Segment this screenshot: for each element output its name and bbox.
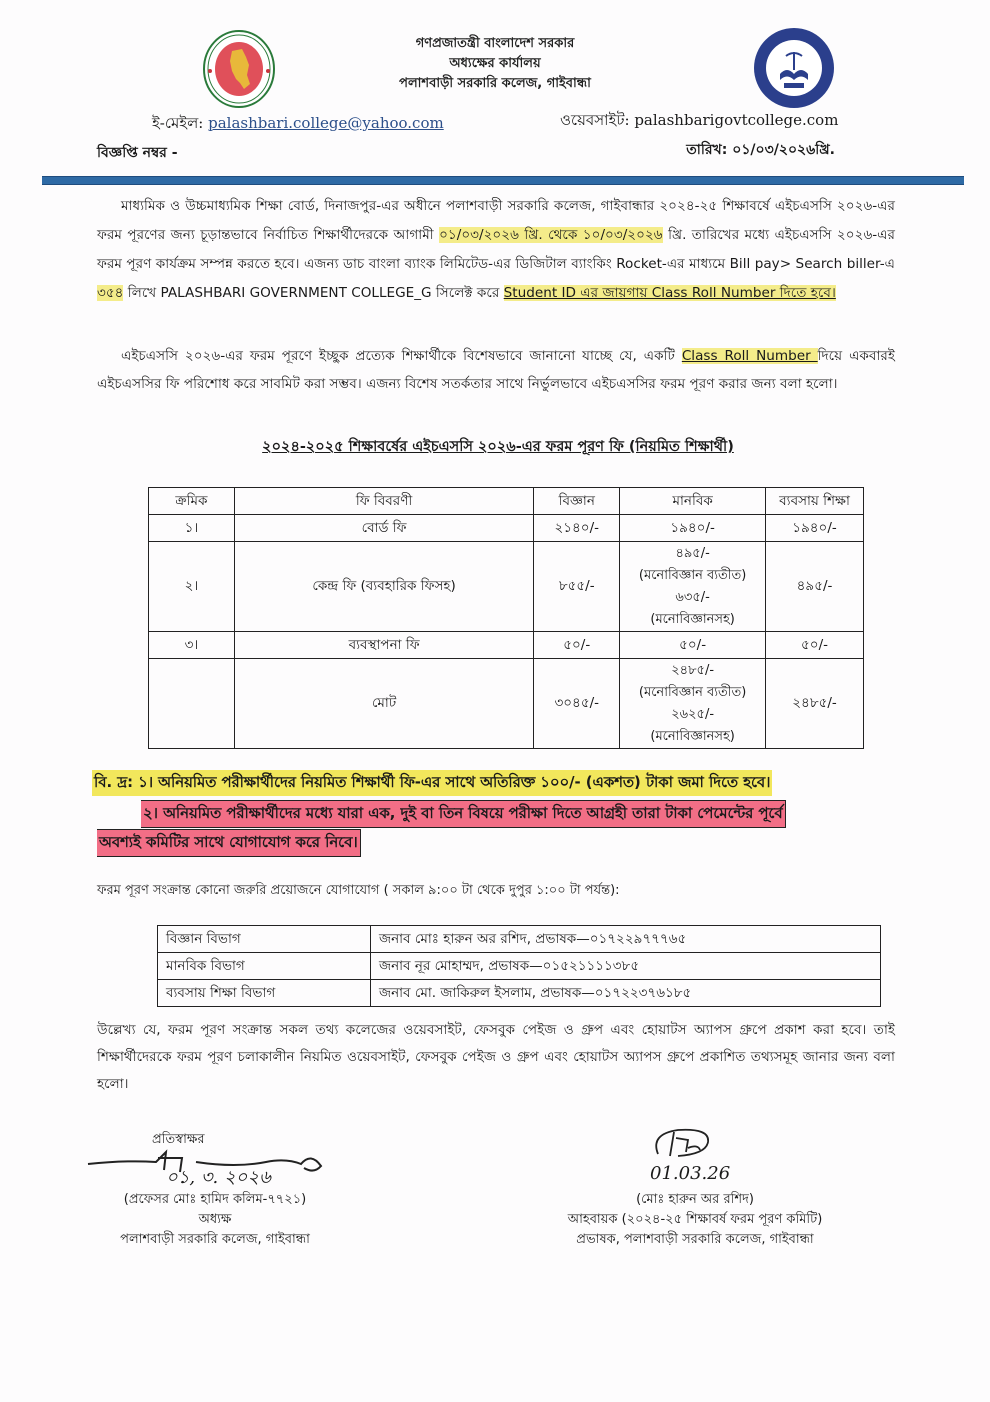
description: বোর্ড ফি [234, 515, 533, 542]
humanities-fee [620, 542, 766, 632]
humanities-total-without-psychology: ২৪৮৫/- [671, 662, 715, 678]
humanities-fee: ১৯৪০/- [620, 515, 766, 542]
college-emblem-icon [752, 26, 836, 110]
fee-table [148, 487, 864, 749]
principal-org: পলাশবাড়ী সরকারি কলেজ, গাইবান্ধা [120, 1232, 310, 1247]
science-fee: ৫০/- [534, 632, 620, 659]
humanities-note-with-psychology: (মনোবিজ্ঞানসহ) [650, 611, 735, 627]
convener-name: (মোঃ হারুন অর রশিদ) [636, 1192, 754, 1207]
table-row [149, 542, 864, 632]
fee-table-header [149, 488, 864, 515]
note-contact-committee-line2: অবশ্যই কমিটির সাথে যোগাযোগ করে নিবে। [97, 829, 361, 857]
principal-title: অধ্যক্ষ [198, 1212, 232, 1227]
contact-person: জনাব নূর মোহাম্মদ, প্রভাষক—০১৫২১১১১৩৮৫ [371, 953, 881, 980]
date-range-highlight: ০১/০৩/২০২৬ খ্রি. থেকে ১০/০৩/২০২৬ [439, 227, 663, 243]
paragraph-form-fillup-schedule [97, 192, 895, 308]
serial: ৩। [149, 632, 235, 659]
header-humanities: মানবিক [620, 488, 766, 515]
signature-block-principal [80, 1130, 350, 1250]
table-row [149, 632, 864, 659]
note-irregular-extra-fee: বি. দ্র: ১। অনিয়মিত পরীক্ষার্থীদের নিয়মিত শিক্ষার্থী ফি-এর সাথে অতিরিক্ত ১০০/- (একশত) টাকা জমা দিতে হবে। [92, 770, 772, 796]
college-line: পলাশবাড়ী সরকারি কলেজ, গাইবান্ধা [399, 76, 591, 91]
contact-person: জনাব মোঃ হারুন অর রশিদ, প্রভাষক—০১৭২২৯৭৭৭৬৫ [371, 926, 881, 953]
office-line: অধ্যক্ষের কার্যালয় [449, 56, 541, 71]
p2-text-a: এইচএসসি ২০২৬-এর ফরম পূরণে ইচ্ছুক প্রত্যেক শিক্ষার্থীকে বিশেষভাবে জানানো যাচ্ছে যে, একটি [121, 348, 682, 364]
convener-title: আহবায়ক (২০২৪-২৫ শিক্ষাবর্ষ ফরম পূরণ কমিটি) [567, 1212, 823, 1227]
closing-paragraph: উল্লেখ্য যে, ফরম পূরণ সংক্রান্ত সকল তথ্য কলেজের ওয়েবসাইট, ফেসবুক পেইজ ও গ্রুপ এবং হোয়াটস অ্যাপস গ্রুপে প্রকাশ করা হবে। তাই শিক্ষার্থীদেরকে ফরম পূরণ চলাকালীন নিয়মিত ওয়েবসাইট, ফেসবুক পেইজ ও গ্রুপ এবং হোয়াটস অ্যাপস গ্রুপে প্রকাশিত তথ্যসমূহ জানার জন্য বলা হলো। [97, 1022, 895, 1092]
description: কেন্দ্র ফি (ব্যবহারিক ফিসহ) [234, 542, 533, 632]
p1-text-b: খ্রি. তারিখের মধ্যে এইচএসসি ২০২৬-এর ফরম পূরণ কার্যক্রম সম্পন্ন করতে হবে। এজন্য ডাচ বাংলা ব্যাংক লিমিটেড-এর ডিজিটাল ব্যাংকিং Rocket-এর মাধ্যমে Bill pay> Search biller-এ [97, 227, 896, 272]
humanities-fee: ৫০/- [620, 632, 766, 659]
contact-row [158, 953, 881, 980]
convener-org: প্রভাষক, পলাশবাড়ী সরকারি কলেজ, গাইবান্ধা [576, 1232, 814, 1247]
website-url[interactable]: palashbarigovtcollege.com [634, 111, 839, 129]
notice-number: বিজ্ঞপ্তি নম্বর - [97, 145, 178, 161]
serial: ১। [149, 515, 235, 542]
note-contact-committee-line1: ২। অনিয়মিত পরীক্ষার্থীদের মধ্যে যারা এক, দুই বা তিন বিষয়ে পরীক্ষা দিতে আগ্রহী তারা টাকা পেমেন্টের পূর্বে [141, 800, 786, 828]
description: মোট [234, 659, 533, 749]
humanities-fee [620, 659, 766, 749]
fee-table-title: ২০২৪-২০২৫ শিক্ষাবর্ষের এইচএসসি ২০২৬-এর ফরম পূরণ ফি (নিয়মিত শিক্ষার্থী) [262, 439, 734, 455]
contact-row [158, 926, 881, 953]
science-fee: ২১৪০/- [534, 515, 620, 542]
serial: ২। [149, 542, 235, 632]
business-fee: ৫০/- [766, 632, 864, 659]
notice-date: তারিখ: ০১/০৩/২০২৬খ্রি. [686, 142, 835, 158]
humanities-note-with-psychology: (মনোবিজ্ঞানসহ) [650, 728, 735, 744]
principal-handwritten-date: ০১, ৩. ২০২৬ [166, 1167, 271, 1188]
science-fee: ৩০৪৫/- [534, 659, 620, 749]
humanities-note-without-psychology: (মনোবিজ্ঞান ব্যতীত) [638, 684, 747, 700]
student-id-instruction: Student ID এর জায়গায় Class Roll Number দিতে হবে। [503, 285, 836, 301]
department: বিজ্ঞান বিভাগ [158, 926, 371, 953]
letterhead-title [300, 34, 690, 94]
email-label: ই-মেইল: [152, 114, 204, 132]
p1-text-c: লিখে PALASHBARI GOVERNMENT COLLEGE_G সিলেক্ট করে [123, 285, 504, 301]
business-fee: ১৯৪০/- [766, 515, 864, 542]
header-serial: ক্রমিক [149, 488, 235, 515]
contacts-table [157, 925, 881, 1007]
email-line [152, 112, 444, 137]
serial [149, 659, 235, 749]
header-business: ব্যবসায় শিক্ষা [766, 488, 864, 515]
countersign-label: প্রতিস্বাক্ষর [152, 1132, 205, 1147]
bangladesh-government-seal-icon [202, 29, 276, 109]
paragraph-one-time-payment [97, 342, 895, 398]
humanities-total-with-psychology: ২৬২৫/- [671, 706, 715, 722]
business-fee: ২৪৮৫/- [766, 659, 864, 749]
convener-signature-icon [648, 1124, 718, 1164]
table-row-total [149, 659, 864, 749]
humanities-fee-without-psychology: ৪৯৫/- [675, 545, 710, 561]
convener-handwritten-date: 01.03.26 [650, 1163, 731, 1184]
government-line: গণপ্রজাতন্ত্রী বাংলাদেশ সরকার [415, 36, 575, 51]
business-fee: ৪৯৫/- [766, 542, 864, 632]
contact-intro: ফরম পূরণ সংক্রান্ত কোনো জরুরি প্রয়োজনে যোগাযোগ ( সকাল ৯:০০ টা থেকে দুপুর ১:০০ টা পর্যন্ত): [97, 883, 620, 898]
website-label: ওয়েবসাইট: [560, 111, 630, 129]
table-row [149, 515, 864, 542]
contact-row [158, 980, 881, 1007]
email-link[interactable]: palashbari.college@yahoo.com [208, 114, 444, 132]
description: ব্যবস্থাপনা ফি [234, 632, 533, 659]
humanities-note-without-psychology: (মনোবিজ্ঞান ব্যতীত) [638, 567, 747, 583]
website-line [560, 109, 838, 134]
science-fee: ৮৫৫/- [534, 542, 620, 632]
humanities-fee-with-psychology: ৬৩৫/- [675, 589, 710, 605]
biller-code-highlight: ৩৫৪ [97, 285, 124, 301]
contact-person: জনাব মো. জাকিরুল ইসলাম, প্রভাষক—০১৭২২৩৭৬১৮৫ [371, 980, 881, 1007]
p1-text-a: মাধ্যমিক ও উচ্চমাধ্যমিক শিক্ষা বোর্ড, দিনাজপুর-এর অধীনে পলাশবাড়ী সরকারি কলেজ, গাইবান্ধার ২০২৪-২৫ শিক্ষাবর্ষে এইচএসসি ২০২৬-এর ফরম পূরণের জন্য চূড়ান্তভাবে নির্বাচিত শিক্ষার্থীদেরকে আগামী [97, 198, 895, 243]
principal-name: (প্রফেসর মোঃ হামিদ কলিম-৭৭২১) [123, 1192, 307, 1207]
header-separator [42, 176, 964, 185]
department: মানবিক বিভাগ [158, 953, 371, 980]
p2-text-b: দিয়ে একবারই এইচএসসির ফি পরিশোধ করে সাবমিট করা সম্ভব। এজন্য বিশেষ সতর্কতার সাথে নির্ভুলভাবে এইচএসসির ফরম পূরণ করার জন্য বলা হলো। [97, 348, 895, 392]
signature-block-convener [530, 1130, 860, 1250]
header-description: ফি বিবরণী [234, 488, 533, 515]
header-science: বিজ্ঞান [534, 488, 620, 515]
class-roll-highlight: Class Roll Number [681, 348, 818, 364]
department: ব্যবসায় শিক্ষা বিভাগ [158, 980, 371, 1007]
